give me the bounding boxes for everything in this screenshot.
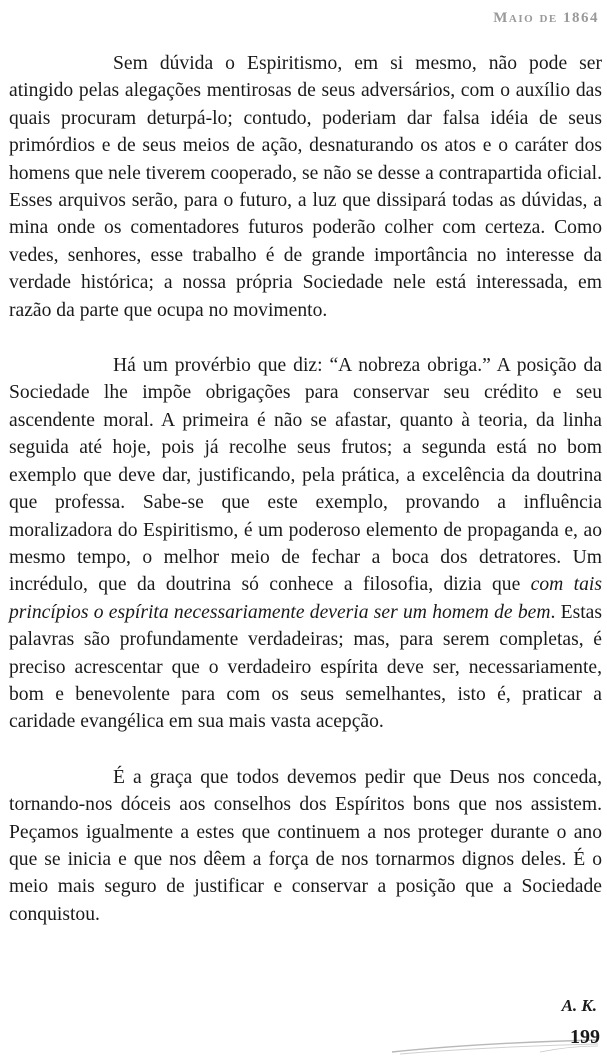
paragraph-2-italic-quote: com tais princípios o espírita necessariamente deveria ser um homem de bem: [9, 574, 602, 623]
running-header: Maio de 1864: [493, 10, 599, 26]
body-text: [9, 50, 602, 956]
page-number: 199: [570, 1026, 600, 1048]
signature: A. K.: [561, 996, 597, 1015]
paragraph-2-start: Há um provérbio que diz: “A nobreza obriga.” A posição da Sociedade lhe impõe obrigações para conservar seu crédito e seu ascendente moral. A primeira é não se afastar, quanto à teoria, da linha seguida até hoje, pois já recolhe seus frutos; a segunda está no bom exemplo que deve dar, justificando, pela prática, a excelência da doutrina que professa. Sabe-se que este exemplo, provando a influência moralizadora do Espiritismo, é um poderoso elemento de propaganda e, ao mesmo tempo, o melhor meio de fechar a boca dos detratores. Um incrédulo, que da doutrina só conhece a filosofia, dizia que: [9, 355, 602, 596]
paragraph-1: Sem dúvida o Espiritismo, em si mesmo, não pode ser atingido pelas alegações mentirosas de seus adversários, com o auxílio das quais procuram deturpá-lo; contudo, poderiam dar falsa idéia de seus primórdios e de seus meios de ação, desnaturando os atos e o caráter dos homens que nele tiverem cooperado, se não se desse a contrapartida oficial. Esses arquivos serão, para o futuro, a luz que dissipará todas as dúvidas, a mina onde os comentadores futuros poderão colher com certeza. Como vedes, senhores, esse trabalho é de grande importância no interesse da verdade histórica; a nossa própria Sociedade nele está interessada, em razão da parte que ocupa no movimento.: [9, 53, 602, 321]
paragraph-3: É a graça que todos devemos pedir que Deus nos conceda, tornando-nos dóceis aos conselhos dos Espíritos bons que nos assistem. Peçamos igualmente a estes que continuem a nos proteger durante o ano que se inicia e que nos dêem a força de nos tornarmos dignos deles. É o meio mais seguro de justificar e conservar a posição que a Sociedade conquistou.: [9, 766, 602, 925]
paragraph-2-end: . Estas palavras são profundamente verdadeiras; mas, para serem completas, é preciso acrescentar que o verdadeiro espírita deve ser, necessariamente, bom e benevolente para com os seus semelhantes, isto é, praticar a caridade evangélica em sua mais vasta acepção.: [9, 601, 602, 733]
paragraph-2: [9, 352, 602, 736]
page-swoosh-ornament: [390, 1022, 600, 1056]
